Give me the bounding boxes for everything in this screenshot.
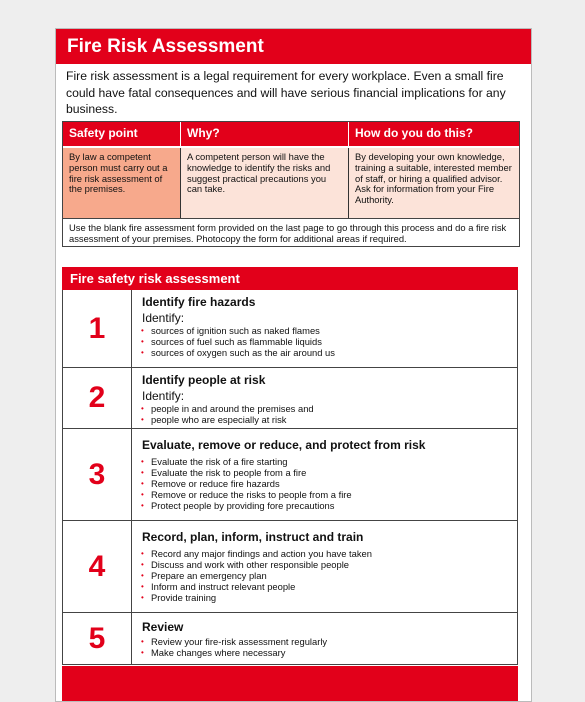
list-item-text: Evaluate the risk to people from a fire bbox=[151, 467, 307, 478]
list-item bbox=[141, 336, 511, 347]
step-subtitle: Identify: bbox=[142, 311, 185, 325]
step-items bbox=[141, 325, 511, 358]
step-number: 2 bbox=[63, 368, 132, 428]
list-item-text: Make changes where necessary bbox=[151, 647, 286, 658]
red-bullet-icon: • bbox=[141, 326, 144, 335]
list-item bbox=[141, 570, 511, 581]
list-item bbox=[141, 403, 511, 414]
list-item-text: Prepare an emergency plan bbox=[151, 570, 267, 581]
step-2 bbox=[62, 368, 518, 429]
step-items bbox=[141, 456, 511, 511]
red-bullet-icon: • bbox=[141, 348, 144, 357]
list-item-text: Remove or reduce fire hazards bbox=[151, 478, 280, 489]
step-title: Review bbox=[142, 620, 184, 634]
step-content bbox=[141, 620, 511, 658]
step-content bbox=[141, 373, 511, 425]
bottom-red-band bbox=[62, 666, 518, 702]
list-item bbox=[141, 559, 511, 570]
list-item bbox=[141, 489, 511, 500]
step-title: Evaluate, remove or reduce, and protect from risk bbox=[142, 438, 426, 452]
list-item-text: Review your fire-risk assessment regularly bbox=[151, 636, 328, 647]
section-bar bbox=[62, 267, 518, 290]
list-item-text: Remove or reduce the risks to people from a fire bbox=[151, 489, 352, 500]
step-content bbox=[141, 295, 511, 358]
list-item-text: people who are especially at risk bbox=[151, 414, 287, 425]
header-safety-point: Safety point bbox=[63, 122, 181, 146]
list-item-text: Inform and instruct relevant people bbox=[151, 581, 296, 592]
red-bullet-icon: • bbox=[141, 501, 144, 510]
step-number: 5 bbox=[63, 613, 132, 664]
step-content bbox=[141, 530, 511, 603]
red-bullet-icon: • bbox=[141, 415, 144, 424]
section-title: Fire safety risk assessment bbox=[70, 271, 240, 286]
title-bar bbox=[56, 29, 531, 64]
step-subtitle: Identify: bbox=[142, 389, 185, 403]
list-item-text: Protect people by providing fore precautions bbox=[151, 500, 335, 511]
document-page bbox=[55, 28, 532, 702]
cell-how: By developing your own knowledge, training a suitable, interested member of staff, or hiring a qualified advisor. Ask for information from your Fire Authority. bbox=[349, 148, 519, 218]
cell-safety-point: By law a competent person must carry out a fire risk assessment of the premises. bbox=[63, 148, 181, 218]
table-note: Use the blank fire assessment form provided on the last page to go through this process and do a fire risk assessment of your premises. Photocopy the form for additional areas if required. bbox=[63, 218, 519, 246]
cell-why: A competent person will have the knowledge to identify the risks and suggest practical precautions you can take. bbox=[181, 148, 349, 218]
red-bullet-icon: • bbox=[141, 648, 144, 657]
list-item bbox=[141, 592, 511, 603]
step-content bbox=[141, 438, 511, 511]
step-items bbox=[141, 403, 511, 425]
list-item bbox=[141, 456, 511, 467]
list-item-text: sources of oxygen such as the air around us bbox=[151, 347, 335, 358]
list-item bbox=[141, 325, 511, 336]
step-number: 3 bbox=[63, 429, 132, 520]
step-title: Identify fire hazards bbox=[142, 295, 256, 309]
red-bullet-icon: • bbox=[141, 337, 144, 346]
list-item bbox=[141, 347, 511, 358]
step-5 bbox=[62, 613, 518, 665]
red-bullet-icon: • bbox=[141, 490, 144, 499]
list-item-text: Evaluate the risk of a fire starting bbox=[151, 456, 288, 467]
red-bullet-icon: • bbox=[141, 457, 144, 466]
list-item bbox=[141, 500, 511, 511]
list-item bbox=[141, 414, 511, 425]
list-item bbox=[141, 581, 511, 592]
list-item bbox=[141, 467, 511, 478]
list-item bbox=[141, 478, 511, 489]
red-bullet-icon: • bbox=[141, 571, 144, 580]
red-bullet-icon: • bbox=[141, 593, 144, 602]
page-title: Fire Risk Assessment bbox=[67, 36, 264, 57]
red-bullet-icon: • bbox=[141, 637, 144, 646]
list-item-text: Provide training bbox=[151, 592, 217, 603]
step-number: 1 bbox=[63, 290, 132, 367]
safety-table bbox=[62, 121, 520, 247]
header-how: How do you do this? bbox=[349, 122, 519, 146]
list-item-text: sources of fuel such as flammable liquids bbox=[151, 336, 322, 347]
red-bullet-icon: • bbox=[141, 468, 144, 477]
red-bullet-icon: • bbox=[141, 582, 144, 591]
list-item bbox=[141, 636, 511, 647]
list-item bbox=[141, 647, 511, 658]
step-items bbox=[141, 636, 511, 658]
step-title: Identify people at risk bbox=[142, 373, 266, 387]
list-item bbox=[141, 548, 511, 559]
header-why: Why? bbox=[181, 122, 349, 146]
intro-paragraph: Fire risk assessment is a legal requirement for every workplace. Even a small fire could have fatal consequences and will have serious financial implications for any business. bbox=[66, 69, 506, 116]
list-item-text: Discuss and work with other responsible people bbox=[151, 559, 350, 570]
step-items bbox=[141, 548, 511, 603]
list-item-text: sources of ignition such as naked flames bbox=[151, 325, 320, 336]
red-bullet-icon: • bbox=[141, 549, 144, 558]
list-item-text: people in and around the premises and bbox=[151, 403, 314, 414]
list-item-text: Record any major findings and action you have taken bbox=[151, 548, 372, 559]
red-bullet-icon: • bbox=[141, 560, 144, 569]
step-title: Record, plan, inform, instruct and train bbox=[142, 530, 364, 544]
step-3 bbox=[62, 429, 518, 521]
step-number: 4 bbox=[63, 521, 132, 612]
step-4 bbox=[62, 521, 518, 613]
red-bullet-icon: • bbox=[141, 479, 144, 488]
red-bullet-icon: • bbox=[141, 404, 144, 413]
step-1 bbox=[62, 290, 518, 368]
